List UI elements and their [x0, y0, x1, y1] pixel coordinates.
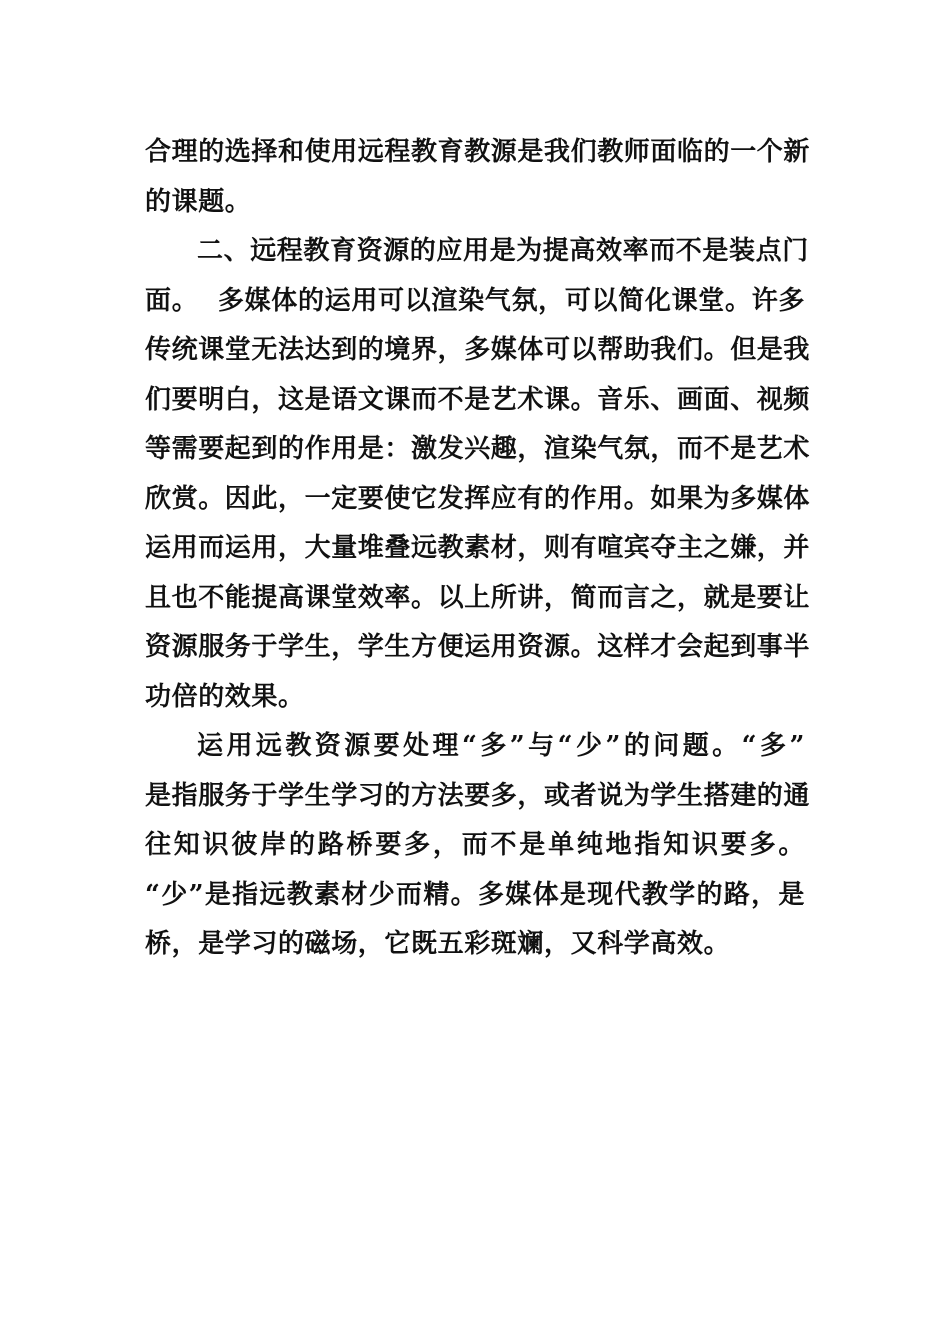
text-line-10: 且也不能提高课堂效率。以上所讲，简而言之，就是要让 [145, 582, 811, 613]
text-line-15: 往知识彼岸的路桥要多，而不是单纯地指知识要多。 [145, 830, 805, 860]
text-line-7: 等需要起到的作用是：激发兴趣，渲染气氛，而不是艺术 [145, 434, 811, 464]
text-line-9: 运用而运用，大量堆叠远教素材，则有喧宾夺主之嫌，并 [145, 533, 811, 563]
text-line-16: “少”是指远教素材少而精。多媒体是现代教学的路，是 [145, 879, 805, 910]
body-text [145, 128, 811, 970]
text-line-3: 二、远程教育资源的应用是为提高效率而不是装点门 [197, 236, 809, 266]
text-line-17: 桥，是学习的磁场，它既五彩斑斓，又科学高效。 [145, 929, 731, 959]
text-line-8: 欣赏。因此，一定要使它发挥应有的作用。如果为多媒体 [145, 483, 811, 514]
text-line-11: 资源服务于学生，学生方便运用资源。这样才会起到事半 [145, 632, 811, 662]
text-line-4: 面。 多媒体的运用可以渲染气氛，可以简化课堂。许多 [145, 285, 805, 316]
text-line-1: 合理的选择和使用远程教育教源是我们教师面临的一个新 [145, 137, 811, 167]
text-line-2: 的课题。 [145, 186, 252, 217]
text-line-6: 们要明白，这是语文课而不是艺术课。音乐、画面、视频 [145, 384, 811, 415]
text-line-13: 运用远教资源要处理“多”与“少”的问题。“多” [197, 731, 805, 761]
text-line-12: 功倍的效果。 [145, 681, 305, 712]
text-line-14: 是指服务于学生学习的方法要多，或者说为学生搭建的通 [145, 780, 811, 811]
text-line-5: 传统课堂无法达到的境界，多媒体可以帮助我们。但是我 [145, 335, 811, 365]
